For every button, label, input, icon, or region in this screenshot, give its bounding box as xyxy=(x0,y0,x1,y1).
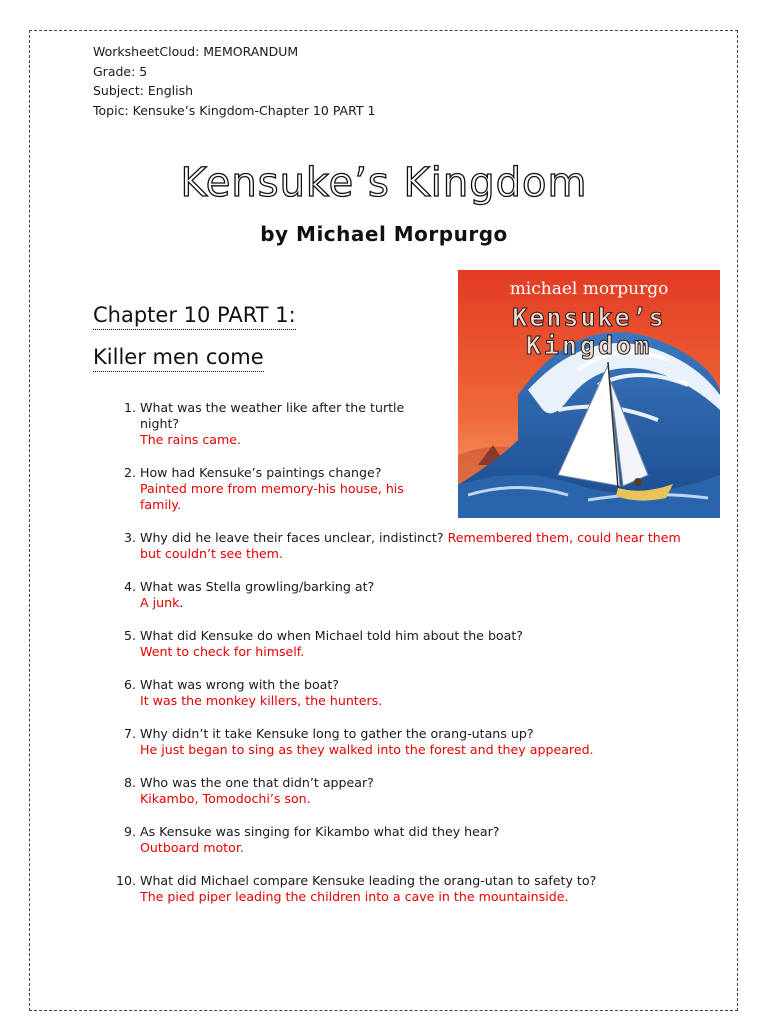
question-text: What did Michael compare Kensuke leading the orang-utan to safety to? xyxy=(140,873,597,888)
cover-author: michael morpurgo xyxy=(509,279,669,299)
question-text: Why did he leave their faces unclear, indistinct? xyxy=(140,530,444,545)
answer-text: Outboard motor. xyxy=(140,840,244,855)
question-text: As Kensuke was singing for Kikambo what did they hear? xyxy=(140,824,500,839)
question-item xyxy=(140,824,700,856)
chapter-number: Chapter 10 PART 1: xyxy=(93,301,296,330)
question-list xyxy=(100,400,700,922)
answer-text: Remembered them, could hear them but couldn’t see them. xyxy=(140,530,681,561)
worksheet-header xyxy=(93,42,375,120)
answer-text: Painted more from memory-his house, his family. xyxy=(140,481,404,512)
answer-text: Went to check for himself. xyxy=(140,644,305,659)
question-item xyxy=(140,873,700,905)
question-text: What was the weather like after the turtle night? xyxy=(140,400,405,431)
header-topic: Topic: Kensuke’s Kingdom-Chapter 10 PART 1 xyxy=(93,102,376,118)
question-item xyxy=(140,400,440,448)
question-item xyxy=(140,726,700,758)
chapter-heading xyxy=(93,296,296,380)
question-text: Why didn’t it take Kensuke long to gather the orang-utans up? xyxy=(140,726,534,741)
cover-title-line1: Kensuke’s xyxy=(512,303,666,332)
author-byline: by Michael Morpurgo xyxy=(260,222,508,246)
header-source: WorksheetCloud: MEMORANDUM xyxy=(93,44,299,59)
answer-text: He just began to sing as they walked into the forest and they appeared. xyxy=(140,742,594,757)
chapter-subtitle: Killer men come xyxy=(93,343,264,372)
cover-title-line2: Kingdom xyxy=(525,331,653,360)
question-text: What was Stella growling/barking at? xyxy=(140,579,375,594)
question-text: Who was the one that didn’t appear? xyxy=(140,775,374,790)
question-text: How had Kensuke’s paintings change? xyxy=(140,465,382,480)
header-subject: Subject: English xyxy=(93,83,194,98)
question-item xyxy=(140,775,700,807)
answer-text: It was the monkey killers, the hunters. xyxy=(140,693,383,708)
answer-text: Kikambo, Tomodochi’s son. xyxy=(140,791,311,806)
question-text: What did Kensuke do when Michael told him about the boat? xyxy=(140,628,523,643)
question-item xyxy=(140,628,700,660)
answer-text: The rains came. xyxy=(140,432,242,447)
header-grade: Grade: 5 xyxy=(93,63,148,79)
question-item xyxy=(140,465,440,513)
question-item xyxy=(140,677,700,709)
answer-suffix: . xyxy=(179,595,184,610)
question-item xyxy=(140,579,700,611)
question-text: What was wrong with the boat? xyxy=(140,677,339,692)
page-title: Kensuke’s Kingdom xyxy=(180,160,588,206)
answer-text: The pied piper leading the children into a cave in the mountainside. xyxy=(140,889,569,904)
question-item xyxy=(140,530,700,562)
answer-text: A junk xyxy=(140,595,180,610)
